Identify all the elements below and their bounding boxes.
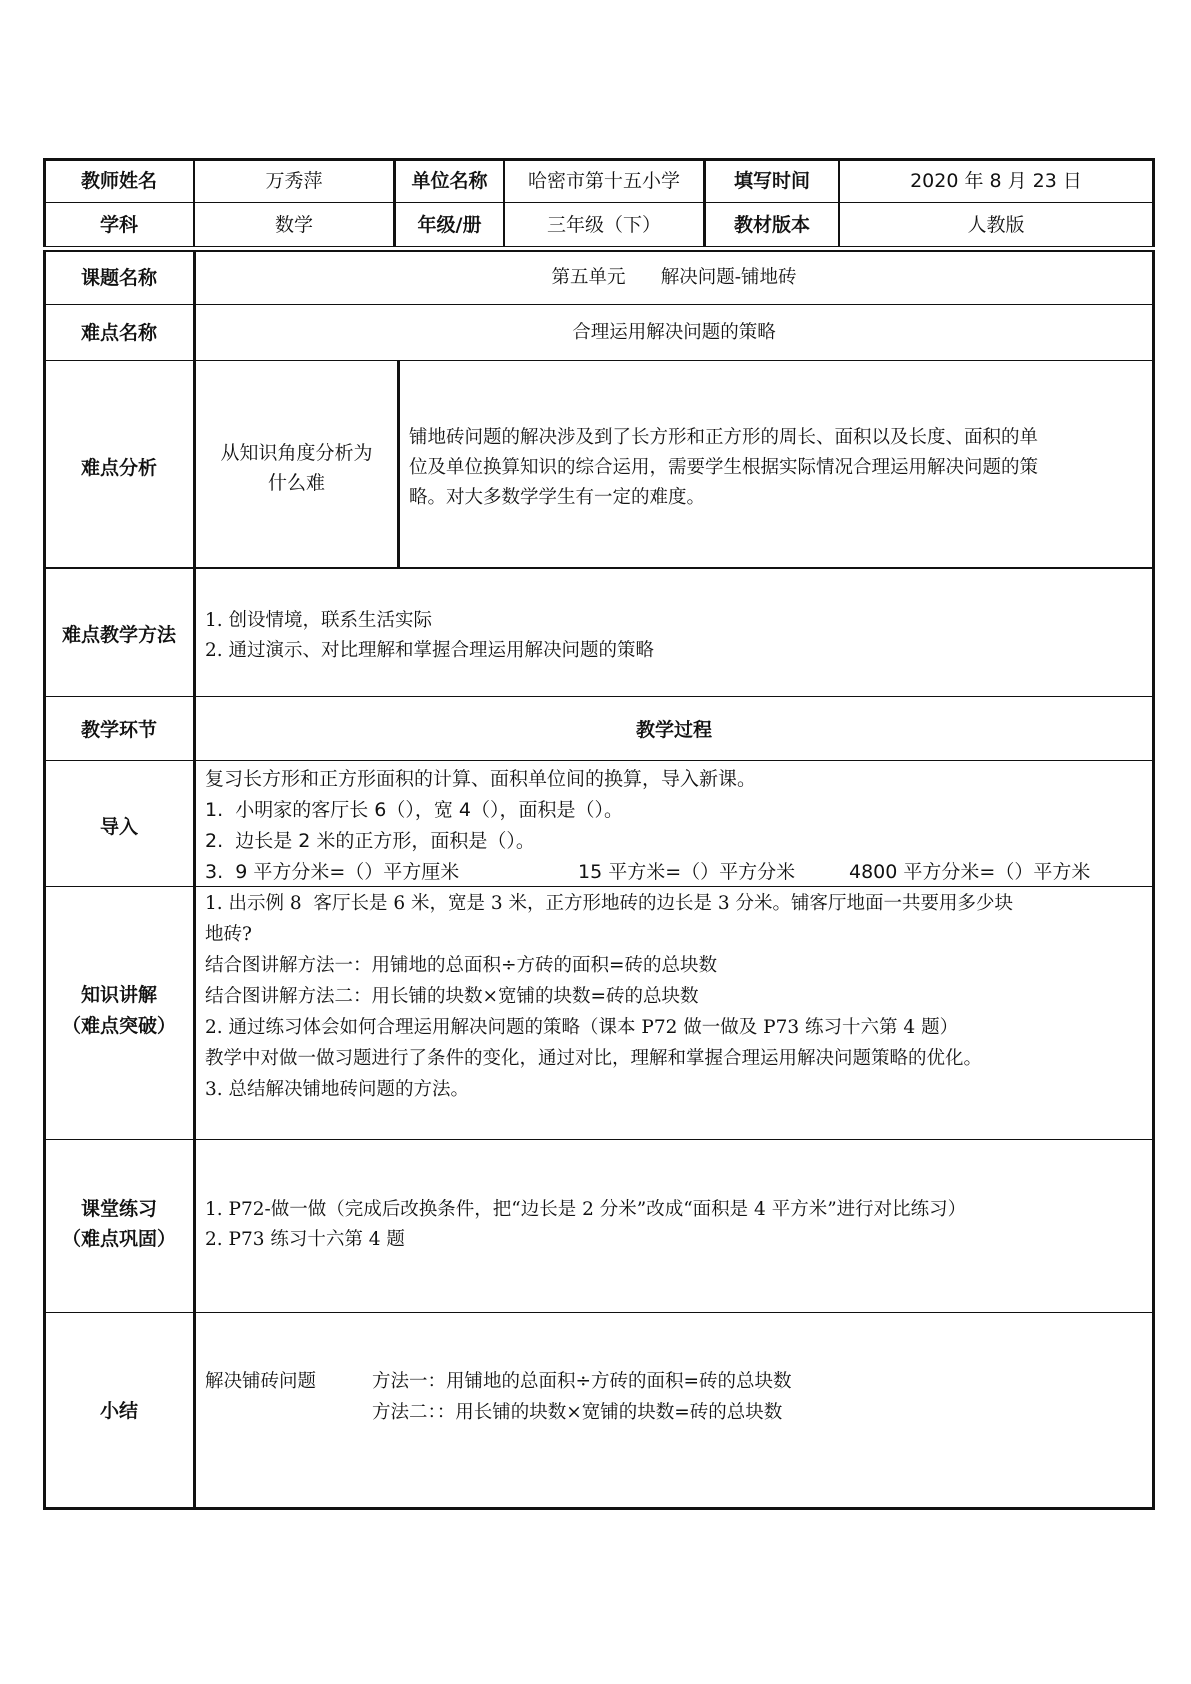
summary-method-2: 方法二：：用长铺的块数×宽铺的块数=砖的总块数 xyxy=(372,1402,783,1423)
topic-label: 课题名称 xyxy=(80,267,157,289)
practice-line: 1. P72-做一做（完成后改换条件，把“边长是 2 分米”改成“面积是 4 平方米”进行对比练习） xyxy=(205,1199,967,1220)
teacher-value: 万秀萍 xyxy=(265,170,323,192)
time-value: 2020 年 8 月 23 日 xyxy=(910,170,1082,192)
knowledge-line: 3. 总结解决铺地砖问题的方法。 xyxy=(205,1079,470,1100)
knowledge-line: 结合图讲解方法一：用铺地的总面积÷方砖的面积=砖的总块数 xyxy=(205,955,718,976)
methods-divider xyxy=(193,567,196,697)
edition-value: 人教版 xyxy=(967,214,1025,236)
summary-lead: 解决铺砖问题 xyxy=(205,1371,317,1392)
intro-divider xyxy=(193,760,196,887)
intro-label: 导入 xyxy=(99,816,138,838)
process-step-label: 教学环节 xyxy=(80,719,157,741)
unit-label: 单位名称 xyxy=(411,170,488,192)
analysis-label: 难点分析 xyxy=(80,457,157,479)
practice-label: （难点巩固） xyxy=(61,1228,176,1250)
summary-label: 小结 xyxy=(99,1400,138,1422)
teacher-label: 教师姓名 xyxy=(80,170,157,192)
knowledge-line: 教学中对做一做习题进行了条件的变化，通过对比，理解和掌握合理运用解决问题策略的优化。 xyxy=(205,1048,983,1069)
practice-row xyxy=(43,1139,1155,1313)
analysis-sub-label: 从知识角度分析为 xyxy=(220,442,373,464)
analysis-text-line: 铺地砖问题的解决涉及到了长方形和正方形的周长、面积以及长度、面积的单 xyxy=(409,427,1039,448)
intro-line: 复习长方形和正方形面积的计算、面积单位间的换算，导入新课。 xyxy=(205,768,757,790)
practice-divider xyxy=(193,1139,196,1313)
knowledge-divider xyxy=(193,886,196,1140)
analysis-divider xyxy=(397,360,400,568)
subject-label: 学科 xyxy=(99,214,138,236)
grade-label: 年级/册 xyxy=(417,214,482,236)
methods-label: 难点教学方法 xyxy=(61,624,176,646)
practice-line: 2. P73 练习十六第 4 题 xyxy=(205,1229,405,1250)
time-label: 填写时间 xyxy=(733,170,810,192)
edition-label: 教材版本 xyxy=(733,214,810,236)
knowledge-line: 结合图讲解方法二：用长铺的块数×宽铺的块数=砖的总块数 xyxy=(205,986,699,1007)
practice-label: 课堂练习 xyxy=(80,1198,157,1220)
methods-line: 2. 通过演示、对比理解和掌握合理运用解决问题的策略 xyxy=(205,640,655,661)
difficulty-label: 难点名称 xyxy=(80,322,157,344)
grade-value: 三年级（下） xyxy=(546,214,661,236)
topic-value: 第五单元 解决问题-铺地砖 xyxy=(551,267,797,288)
summary-method-1: 方法一：用铺地的总面积÷方砖的面积=砖的总块数 xyxy=(372,1371,792,1392)
knowledge-line: 1. 出示例 8 客厅长是 6 米，宽是 3 米，正方形地砖的边长是 3 分米。铺客厅地面一共要用多少块 xyxy=(205,893,1014,914)
knowledge-line: 地砖? xyxy=(205,924,252,945)
summary-divider xyxy=(193,1312,196,1510)
intro-line: 15 平方米=（）平方分米 xyxy=(578,861,796,883)
process-title: 教学过程 xyxy=(635,719,712,741)
analysis-text-line: 位及单位换算知识的综合运用，需要学生根据实际情况合理运用解决问题的策 xyxy=(409,457,1039,478)
intro-line: 2. 边长是 2 米的正方形，面积是（）。 xyxy=(205,830,535,852)
subject-value: 数学 xyxy=(274,214,313,236)
intro-line: 1. 小明家的客厅长 6（），宽 4（），面积是（）。 xyxy=(205,799,623,821)
analysis-text-line: 略。对大多数学学生有一定的难度。 xyxy=(409,487,706,508)
knowledge-line: 2. 通过练习体会如何合理运用解决问题的策略（课本 P72 做一做及 P73 练习十六第 4 题） xyxy=(205,1017,959,1038)
knowledge-label: （难点突破） xyxy=(61,1015,176,1037)
unit-value: 哈密市第十五小学 xyxy=(527,170,680,192)
intro-line: 3. 9 平方分米=（）平方厘米 xyxy=(205,861,460,883)
analysis-sub-label: 什么难 xyxy=(267,472,325,494)
methods-line: 1. 创设情境，联系生活实际 xyxy=(205,610,433,631)
difficulty-value: 合理运用解决问题的策略 xyxy=(572,322,776,343)
knowledge-label: 知识讲解 xyxy=(80,984,157,1006)
intro-line: 4800 平方分米=（）平方米 xyxy=(849,861,1091,883)
